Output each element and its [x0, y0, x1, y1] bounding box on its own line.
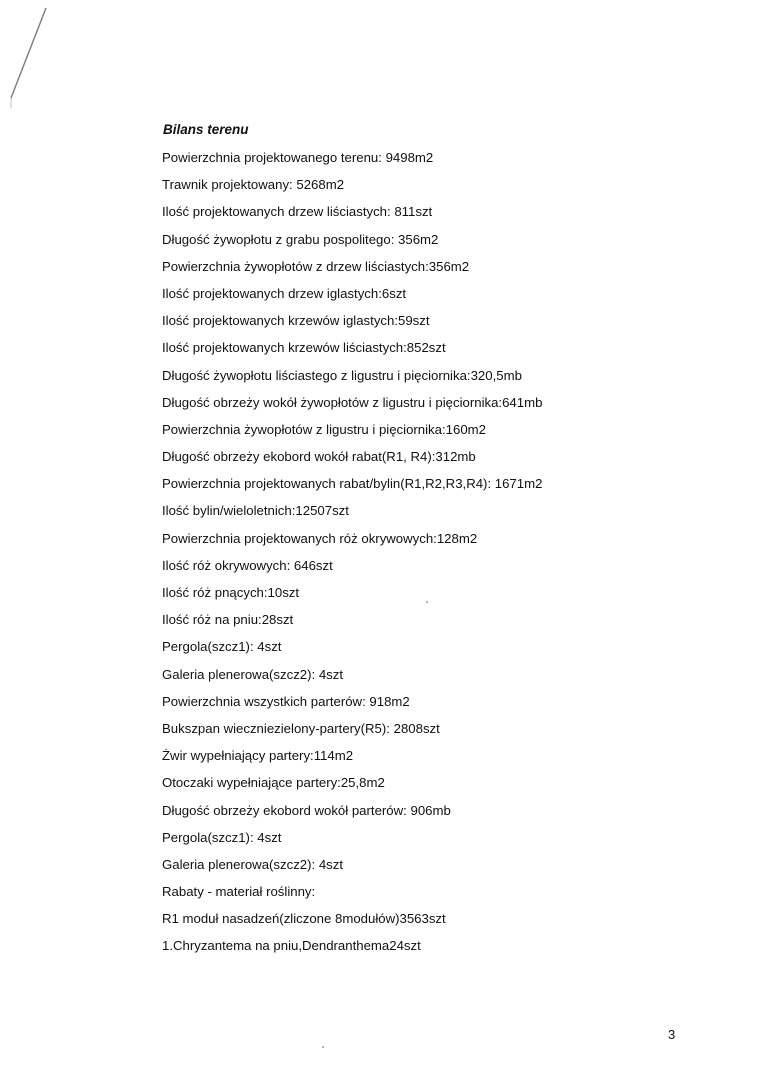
list-item: Długość żywopłotu z grabu pospolitego: 356m2: [162, 231, 439, 247]
list-item: Długość obrzeży ekobord wokół rabat(R1, R4):312mb: [162, 449, 476, 465]
list-item: Powierzchnia żywopłotów z drzew liściastych:356m2: [162, 258, 470, 274]
list-item: R1 moduł nasadzeń(zliczone 8modułów)3563szt: [162, 911, 446, 927]
list-item: Powierzchnia żywopłotów z ligustru i pięciornika:160m2: [162, 421, 486, 437]
list-item: Galeria plenerowa(szcz2): 4szt: [162, 856, 344, 872]
list-item: Ilość projektowanych drzew liściastych: 811szt: [162, 204, 433, 220]
list-item: Ilość róż okrywowych: 646szt: [162, 557, 333, 573]
list-item: Ilość projektowanych krzewów iglastych:59szt: [162, 313, 430, 329]
list-item: Bukszpan wieczniezielony-partery(R5): 2808szt: [162, 720, 440, 736]
list-item: Długość obrzeży ekobord wokół parterów: 906mb: [162, 802, 451, 818]
list-item: Długość żywopłotu liściastego z ligustru i pięciornika:320,5mb: [162, 367, 522, 383]
list-item: Długość obrzeży wokół żywopłotów z ligustru i pięciornika:641mb: [162, 394, 543, 410]
scan-speck: [322, 1046, 324, 1048]
list-item: Powierzchnia projektowanego terenu: 9498m2: [162, 150, 434, 165]
list-item: 1.Chryzantema na pniu,Dendranthema24szt: [162, 938, 421, 954]
list-item: Ilość projektowanych drzew iglastych:6szt: [162, 285, 407, 301]
list-item: Ilość projektowanych krzewów liściastych:852szt: [162, 340, 446, 356]
list-item: Rabaty - materiał roślinny:: [162, 884, 316, 900]
list-item: Żwir wypełniający partery:114m2: [162, 748, 354, 764]
list-item: Ilość bylin/wieloletnich:12507szt: [162, 503, 349, 519]
list-item: Ilość róż pnących:10szt: [162, 585, 300, 600]
list-item: Galeria plenerowa(szcz2): 4szt: [162, 666, 344, 682]
list-item: Trawnik projektowany: 5268m2: [162, 177, 345, 193]
list-item: Otoczaki wypełniające partery:25,8m2: [162, 775, 385, 791]
list-item: Ilość róż na pniu:28szt: [162, 612, 294, 628]
page-number: 3: [668, 1027, 676, 1042]
balance-list: [162, 149, 542, 965]
list-item: Pergola(szcz1): 4szt: [162, 639, 282, 655]
list-item: Powierzchnia wszystkich parterów: 918m2: [162, 693, 410, 709]
scan-speck: [426, 601, 428, 603]
list-item: Powierzchnia projektowanych róż okrywowych:128m2: [162, 530, 478, 546]
list-item: Pergola(szcz1): 4szt: [162, 829, 282, 845]
list-item: Powierzchnia projektowanych rabat/bylin(R1,R2,R3,R4): 1671m2: [162, 476, 543, 492]
section-heading: Bilans terenu: [163, 122, 249, 137]
scan-corner-mark: [0, 0, 60, 110]
